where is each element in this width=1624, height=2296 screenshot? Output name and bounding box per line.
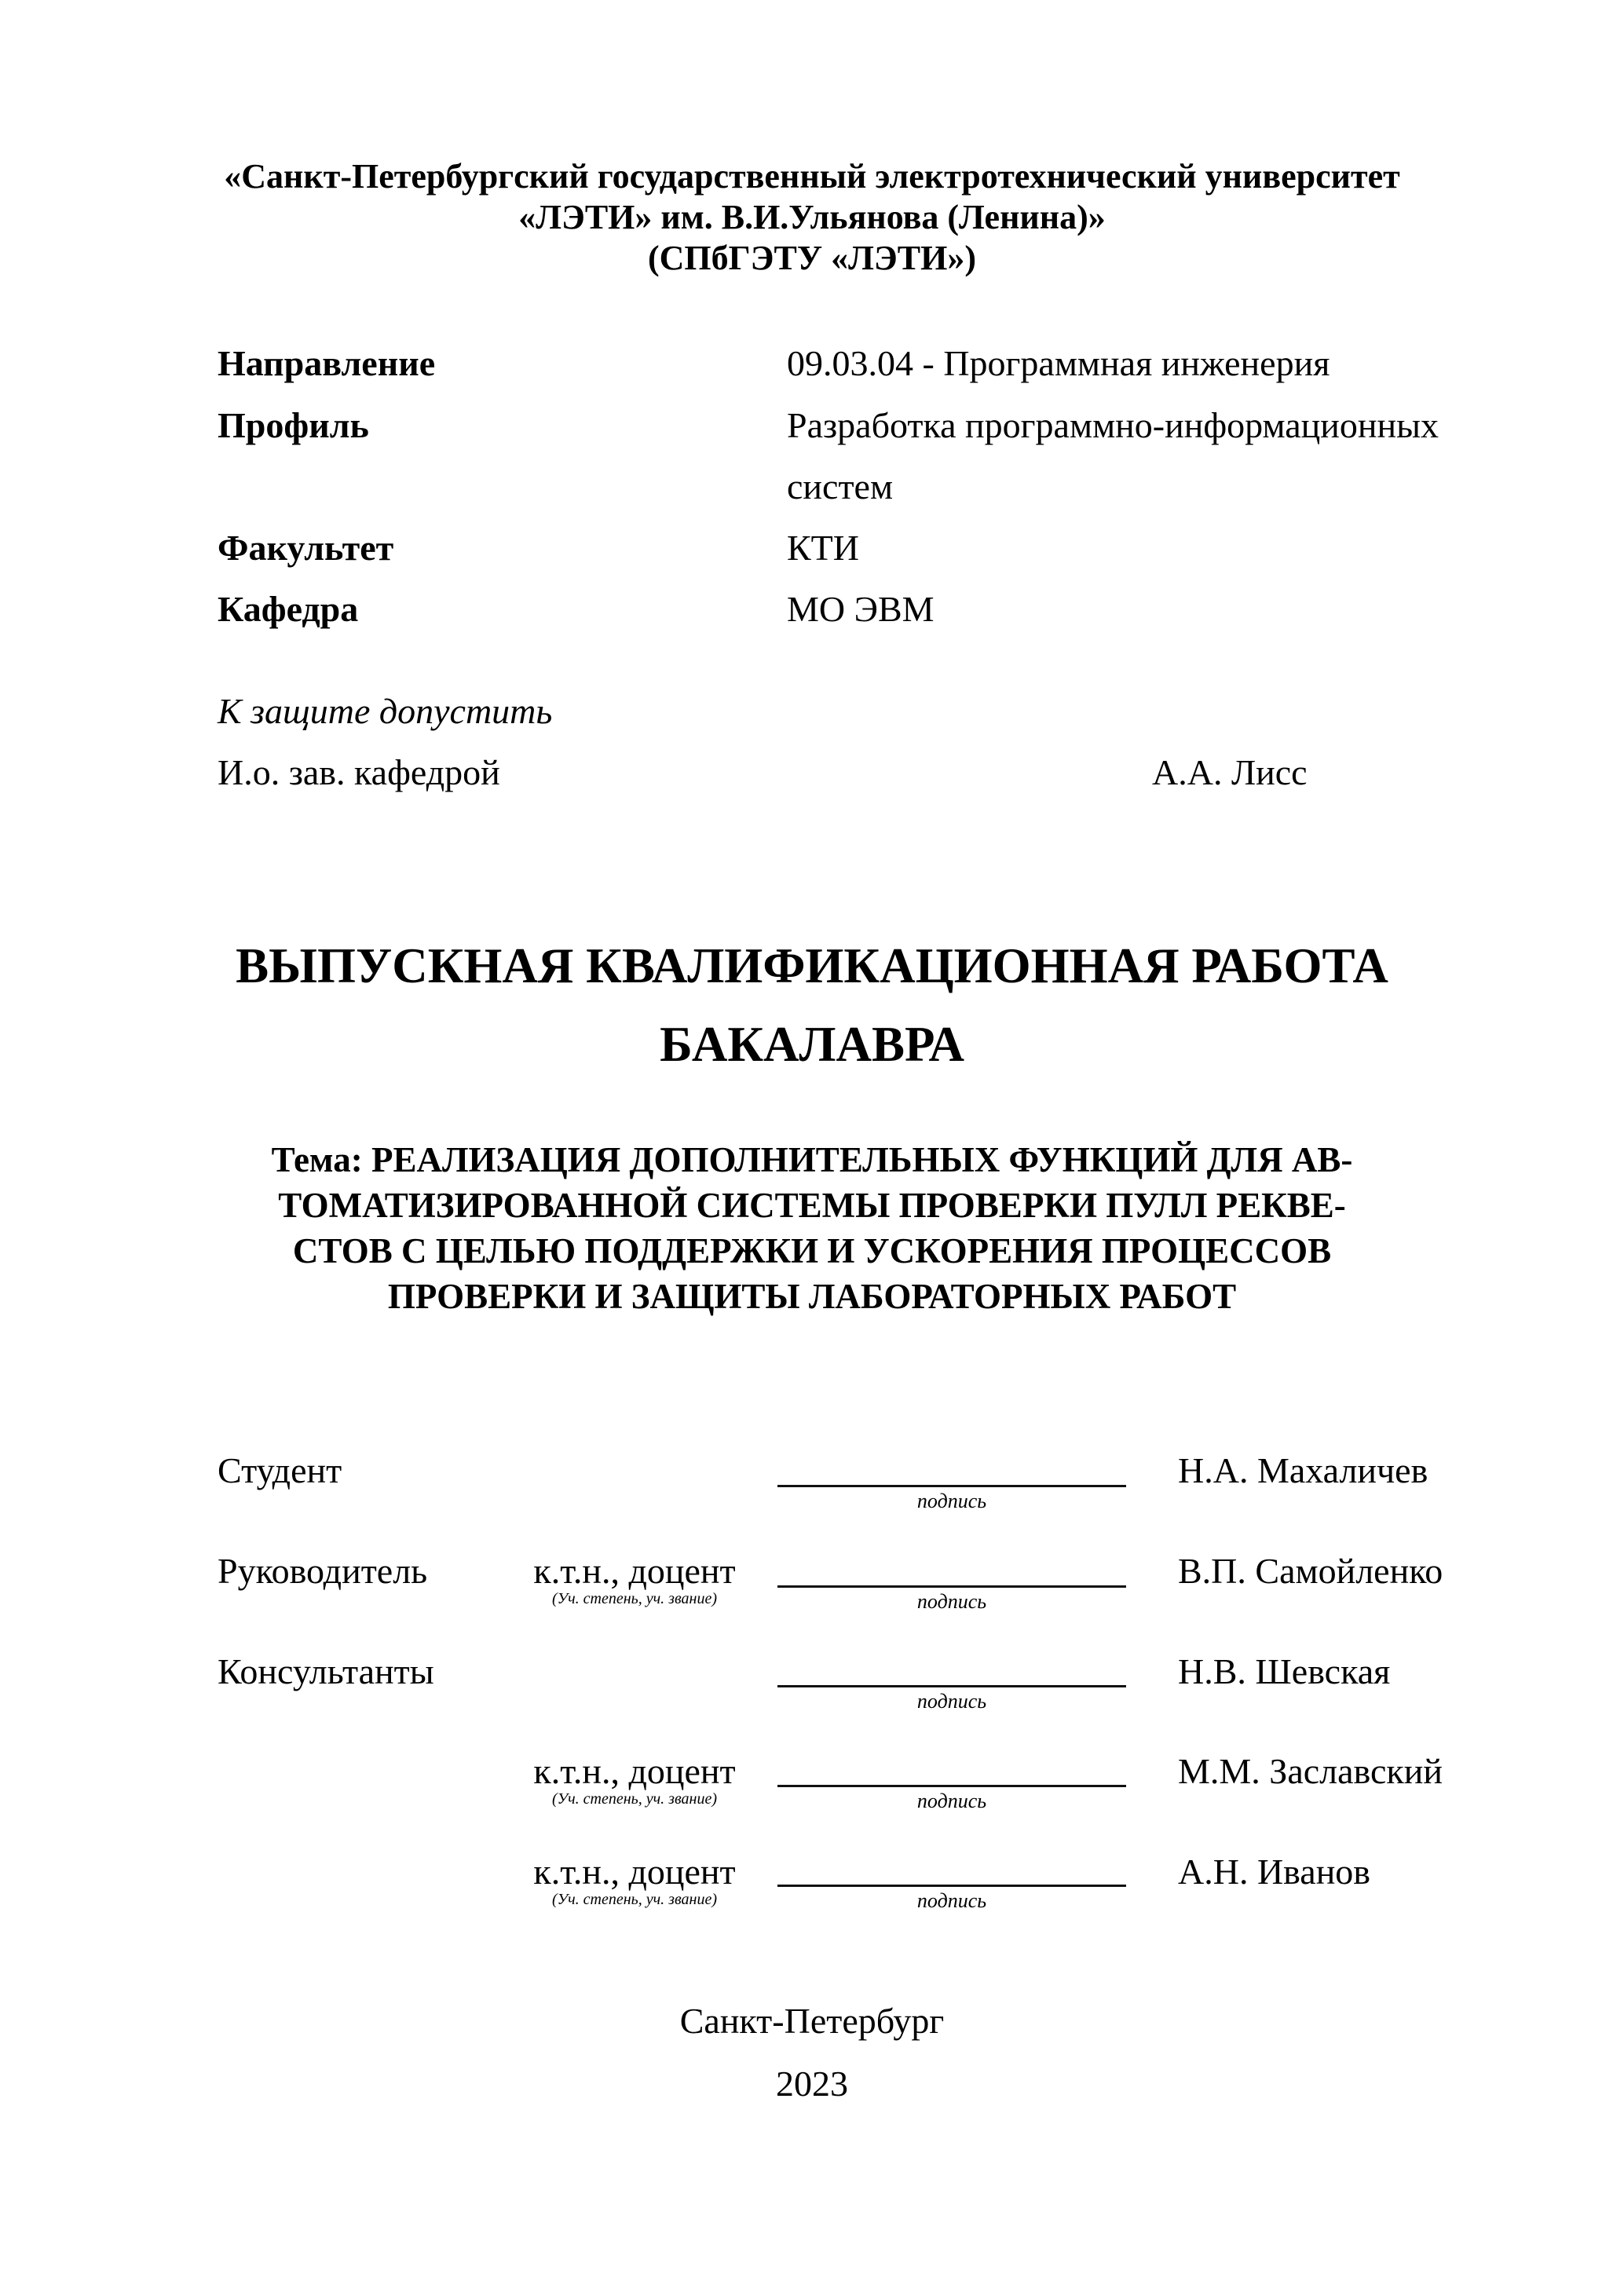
signature-name: В.П. Самойленко bbox=[1178, 1551, 1443, 1591]
info-value-direction: 09.03.04 - Программная инженерия bbox=[787, 343, 1330, 383]
info-value-profile-cont: систем bbox=[787, 466, 894, 506]
footer-year: 2023 bbox=[776, 2064, 848, 2104]
degree-caption: (Уч. степень, уч. звание) bbox=[552, 1790, 717, 1808]
info-value-faculty: КТИ bbox=[787, 528, 859, 568]
topic-line: СТОВ С ЦЕЛЬЮ ПОДДЕРЖКИ И УСКОРЕНИЯ ПРОЦЕССОВ bbox=[292, 1231, 1332, 1270]
info-label-department: Кафедра bbox=[218, 589, 359, 629]
info-label-faculty: Факультет bbox=[218, 528, 394, 568]
university-name-line2: «ЛЭТИ» им. В.И.Ульянова (Ленина)» bbox=[518, 198, 1106, 236]
info-label-direction: Направление bbox=[218, 343, 436, 383]
signature-line bbox=[777, 1585, 1126, 1588]
signature-name: М.М. Заславский bbox=[1178, 1751, 1443, 1791]
university-abbreviation: (СПбГЭТУ «ЛЭТИ») bbox=[648, 239, 976, 277]
signature-name: А.Н. Иванов bbox=[1178, 1852, 1371, 1892]
signature-degree: к.т.н., доцент bbox=[533, 1852, 736, 1892]
topic-line: ПРОВЕРКИ И ЗАЩИТЫ ЛАБОРАТОРНЫХ РАБОТ bbox=[387, 1277, 1237, 1316]
signature-caption: подпись bbox=[916, 1490, 987, 1512]
topic-line: ТОМАТИЗИРОВАННОЙ СИСТЕМЫ ПРОВЕРКИ ПУЛЛ РЕКВЕ- bbox=[278, 1186, 1346, 1225]
signature-line bbox=[777, 1785, 1126, 1787]
footer-city: Санкт-Петербург bbox=[679, 2001, 945, 2041]
info-value-department: МО ЭВМ bbox=[787, 589, 935, 629]
signature-caption: подпись bbox=[916, 1889, 987, 1912]
signature-name: Н.В. Шевская bbox=[1178, 1651, 1391, 1691]
university-name-line1: «Санкт-Петербургский государственный электротехнический университет bbox=[224, 157, 1400, 196]
topic-line: Тема: РЕАЛИЗАЦИЯ ДОПОЛНИТЕЛЬНЫХ ФУНКЦИЙ ДЛЯ АВ- bbox=[271, 1140, 1353, 1179]
signature-line bbox=[777, 1885, 1126, 1887]
approval-position: И.о. зав. кафедрой bbox=[218, 752, 500, 792]
signature-degree: к.т.н., доцент bbox=[533, 1751, 736, 1791]
signature-degree: к.т.н., доцент bbox=[533, 1551, 736, 1591]
signature-caption: подпись bbox=[916, 1790, 987, 1812]
signature-line bbox=[777, 1685, 1126, 1687]
degree-caption: (Уч. степень, уч. звание) bbox=[552, 1891, 717, 1908]
info-label-profile: Профиль bbox=[218, 405, 369, 445]
signature-caption: подпись bbox=[916, 1590, 987, 1613]
approval-note: К защите допустить bbox=[218, 691, 553, 731]
info-value-profile: Разработка программно-информационных bbox=[787, 405, 1439, 445]
signature-caption: подпись bbox=[916, 1690, 987, 1713]
signature-role: Консультанты bbox=[218, 1651, 434, 1691]
signature-name: Н.А. Махаличев bbox=[1178, 1450, 1428, 1490]
signature-role: Руководитель bbox=[218, 1551, 428, 1591]
signature-line bbox=[777, 1485, 1126, 1487]
document-title-line2: БАКАЛАВРА bbox=[660, 1017, 964, 1072]
degree-caption: (Уч. степень, уч. звание) bbox=[552, 1590, 717, 1607]
document-title-line1: ВЫПУСКНАЯ КВАЛИФИКАЦИОННАЯ РАБОТА bbox=[236, 938, 1388, 993]
approval-name: А.А. Лисс bbox=[1152, 752, 1308, 792]
signature-role: Студент bbox=[218, 1450, 342, 1490]
